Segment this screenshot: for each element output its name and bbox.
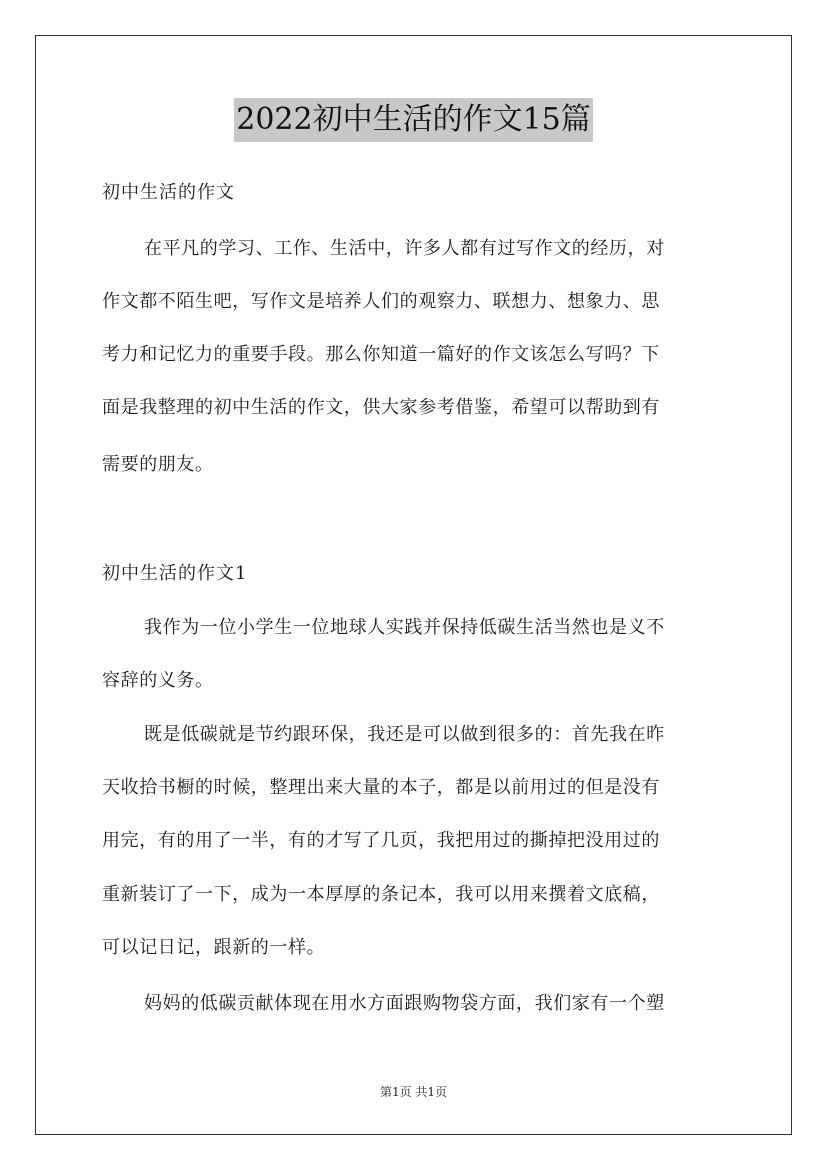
section-heading: 初中生活的作文1 [102,563,248,584]
section-heading: 初中生活的作文 [102,182,235,203]
paragraph-line: 需要的朋友。 [102,454,214,475]
paragraph-line: 作文都不陌生吧，写作文是培养人们的观察力、联想力、想象力、思 [102,291,660,312]
paragraph-line: 可以记日记，跟新的一样。 [102,937,326,958]
paragraph-line: 妈妈的低碳贡献体现在用水方面跟购物袋方面，我们家有一个塑 [144,993,665,1014]
paragraph-line: 重新装订了一下，成为一本厚厚的条记本，我可以用来撰着文底稿， [102,884,660,905]
paragraph-line: 我作为一位小学生一位地球人实践并保持低碳生活当然也是义不 [144,617,665,638]
document-title: 2022初中生活的作文15篇 [234,98,593,142]
paragraph-line: 天收拾书橱的时候，整理出来大量的本子，都是以前用过的但是没有 [102,777,660,798]
paragraph-line: 用完，有的用了一半，有的才写了几页，我把用过的撕掉把没用过的 [102,830,660,851]
paragraph-line: 容辞的义务。 [102,670,214,691]
title-container [0,98,827,142]
paragraph-line: 在平凡的学习、工作、生活中，许多人都有过写作文的经历，对 [144,238,665,259]
paragraph-line: 既是低碳就是节约跟环保，我还是可以做到很多的：首先我在昨 [144,724,665,745]
paragraph-line: 考力和记忆力的重要手段。那么你知道一篇好的作文该怎么写吗？下 [102,344,660,365]
page-number-footer: 第1页 共1页 [379,1085,448,1099]
paragraph-line: 面是我整理的初中生活的作文，供大家参考借鉴，希望可以帮助到有 [102,397,660,418]
